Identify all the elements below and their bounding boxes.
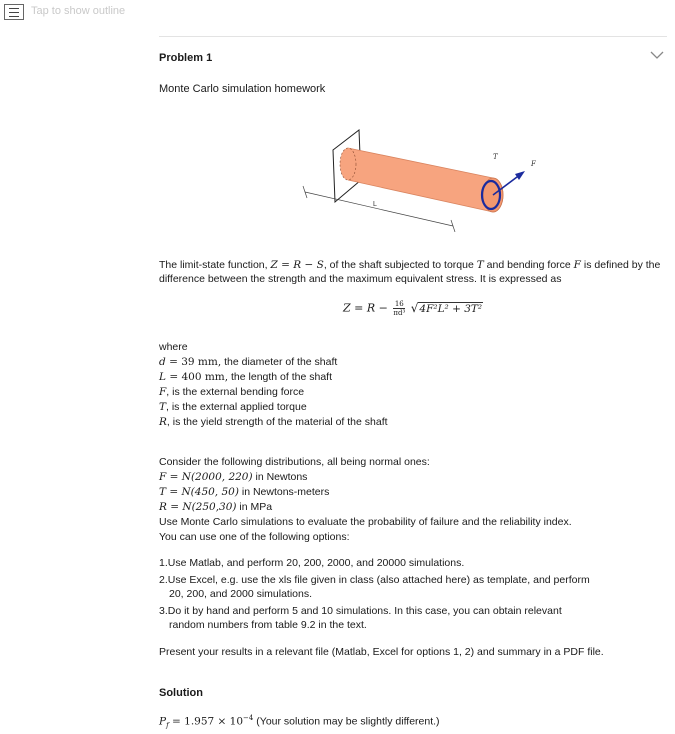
problem-subtitle: Monte Carlo simulation homework	[159, 83, 326, 95]
present-instructions: Present your results in a relevant file (Matlab, Excel for options 1, 2) and summary in a PDF file.	[159, 646, 604, 658]
intro-paragraph: The limit-state function, Z = R − S, of the shaft subjected to torque T and bending force F is defined by the difference between the strength and the maximum equivalent stress. It is expressed as	[159, 259, 661, 285]
chevron-down-icon[interactable]	[650, 50, 664, 60]
formula-fraction: $\frac{16}{\text{πd³}}$	[393, 300, 406, 317]
list-item: 1.Use Matlab, and perform 20, 200, 2000, and 20000 simulations.	[159, 557, 465, 569]
figure-label-L: L	[373, 201, 377, 208]
list-item: 2.Use Excel, e.g. use the xls file given in class (also attached here) as template, and perform 20, 200, and 2000 simulations.	[159, 574, 590, 600]
outline-hint[interactable]: Tap to show outline	[31, 5, 126, 17]
solution-title: Solution	[159, 687, 203, 699]
limit-state-formula: Z = R − $\frac{16}{\text{πd³}}$ √4F²L² + 3T²	[343, 300, 483, 317]
shaft-figure	[293, 122, 543, 232]
figure-label-T: T	[493, 153, 498, 161]
list-item: 3.Do it by hand and perform 5 and 10 simulations. In this case, you can obtain relevant random numbers from table 9.2 in the text.	[159, 605, 562, 631]
divider	[159, 36, 667, 37]
top-toolbar	[0, 0, 675, 24]
distributions-list: Consider the following distributions, all being normal ones: F = N(2000, 220) in Newtons T = N(450, 50) in Newtons-meters R = N(250,30) in MPa Use Monte Carlo simulations to evaluate the probability of failure and the reliability index. You can use one of the following options:	[159, 456, 572, 543]
where-list: where d = 39 mm, the diameter of the shaft L = 400 mm, the length of the shaft F, is the external bending force T, is the external applied torque R, is the yield strength of the material of the shaft	[159, 341, 388, 428]
outline-menu-icon[interactable]	[4, 4, 24, 20]
solution-result: $P_f = 1.957 \times 10^{-4}$ (Your solution may be slightly different.)	[159, 714, 440, 730]
problem-title: Problem 1	[159, 52, 213, 64]
options-list	[159, 556, 639, 635]
figure-label-F: F	[531, 160, 536, 168]
